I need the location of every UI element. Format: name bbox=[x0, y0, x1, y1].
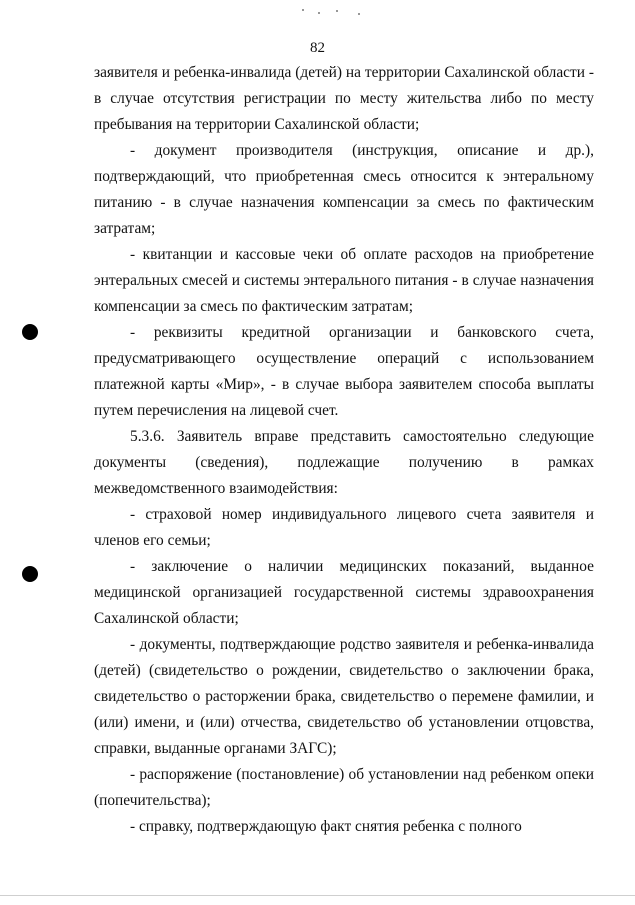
page-body bbox=[94, 60, 594, 840]
paragraph: - квитанции и кассовые чеки об оплате расходов на приобретение энтеральных смесей и системы энтерального питания - в случае назначения компенсации за смесь по фактическим затратам; bbox=[94, 246, 594, 315]
paragraph: - реквизиты кредитной организации и банковского счета, предусматривающего осуществление операций с использованием платежной карты «Мир», - в случае выбора заявителем способа выплаты путем перечисления на лицевой счет. bbox=[94, 324, 594, 419]
paragraph: - справку, подтверждающую факт снятия ребенка с полного bbox=[130, 818, 522, 835]
scan-speck bbox=[336, 10, 338, 12]
scan-speck bbox=[318, 12, 320, 14]
page-number: 82 bbox=[310, 40, 325, 56]
punch-hole bbox=[22, 324, 38, 340]
paragraph: - документы, подтверждающие родство заявителя и ребенка-инвалида (детей) (свидетельство о рождении, свидетельство о заключении брака, свидетельство о расторжении брака, свидетельство о перемене фамилии, и (или) имени, и (или) отчества, свидетельство об установлении отцовства, справки, выданные органами ЗАГС); bbox=[94, 636, 594, 757]
paragraph: - документ производителя (инструкция, описание и др.), подтверждающий, что приобретенная смесь относится к энтеральному питанию - в случае назначения компенсации за смесь по фактическим затратам; bbox=[94, 142, 594, 237]
paragraph: - заключение о наличии медицинских показаний, выданное медицинской организацией государственной системы здравоохранения Сахалинской области; bbox=[94, 558, 594, 627]
scan-speck bbox=[302, 9, 304, 11]
paragraph: - распоряжение (постановление) об установлении над ребенком опеки (попечительства); bbox=[94, 766, 594, 809]
paragraph: заявителя и ребенка-инвалида (детей) на территории Сахалинской области - в случае отсутствия регистрации по месту жительства либо по месту пребывания на территории Сахалинской области; bbox=[94, 64, 594, 133]
paragraph: 5.3.6. Заявитель вправе представить самостоятельно следующие документы (сведения), подлежащие получению в рамках межведомственного взаимодействия: bbox=[94, 428, 594, 497]
scan-speck bbox=[358, 13, 360, 15]
punch-hole bbox=[22, 566, 38, 582]
scan-edge-line bbox=[0, 895, 635, 896]
paragraph: - страховой номер индивидуального лицевого счета заявителя и членов его семьи; bbox=[94, 506, 594, 549]
